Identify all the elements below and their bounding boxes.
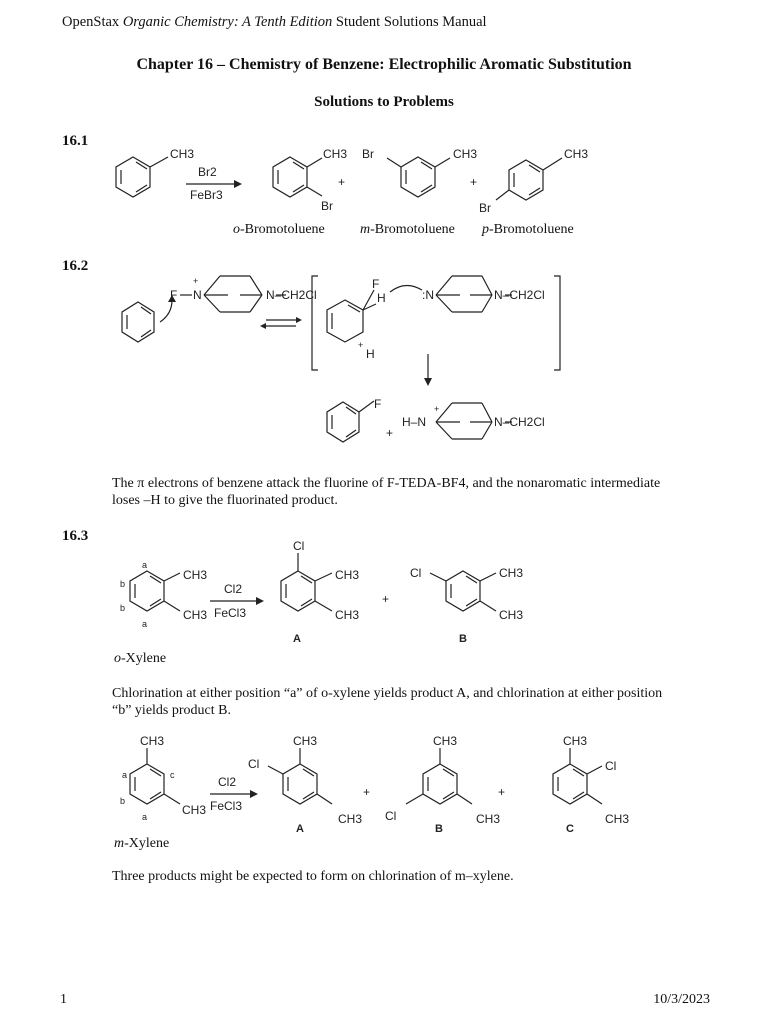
reaction-arrow-icon (256, 597, 264, 605)
plus-sign: + (470, 175, 478, 189)
label-ch3: CH3 (182, 803, 207, 817)
label-ch3: CH3 (293, 734, 318, 748)
label-ch3: CH3 (323, 147, 348, 161)
svg-text:a: a (122, 770, 128, 780)
label-ch3: CH3 (564, 147, 589, 161)
atom-f: F (374, 397, 382, 411)
plus-sign: + (386, 426, 394, 440)
reagent-fecl3: FeCl3 (214, 606, 247, 620)
product-name-para: p-Bromotoluene (482, 222, 574, 237)
problem-number-16-2: 16.2 (62, 258, 89, 274)
atom-cl: Cl (605, 759, 617, 773)
label-ch3: CH3 (433, 734, 458, 748)
plus-sign: + (498, 785, 506, 799)
header-suffix: Student Solutions Manual (332, 14, 487, 30)
reaction-arrow-icon (250, 790, 258, 798)
plus-sign: + (338, 175, 346, 189)
atom-h: H (377, 291, 386, 305)
label-hn: H–N (402, 415, 427, 429)
svg-text:b: b (120, 603, 126, 613)
atom-cl: Cl (410, 566, 422, 580)
compound-label-b: B (435, 823, 443, 835)
label-ch3: CH3 (476, 812, 501, 826)
product-name-meta: m-Bromotoluene (360, 222, 455, 237)
page-number: 1 (60, 992, 67, 1007)
chapter-title: Chapter 16 – Chemistry of Benzene: Electrophilic Aromatic Substitution (136, 56, 632, 73)
compound-label-a: A (293, 633, 301, 645)
compound-label-c: C (566, 823, 574, 835)
reagent-febr3: FeBr3 (190, 188, 223, 202)
reagent-cl2: Cl2 (224, 582, 243, 596)
label-ch3: CH3 (140, 734, 165, 748)
label-br: Br (321, 199, 333, 213)
product-name-ortho: o-Bromotoluene (233, 222, 325, 237)
svg-text:c: c (170, 770, 175, 780)
label-nch2cl: N–CH2Cl (494, 288, 545, 302)
svg-text:a: a (142, 560, 148, 570)
atom-f: F (170, 288, 178, 302)
label-ch3: CH3 (453, 147, 478, 161)
label-ch3: CH3 (170, 147, 195, 161)
svg-text:b: b (120, 579, 126, 589)
svg-text:b: b (120, 796, 126, 806)
compound-label-a: A (296, 823, 304, 835)
running-header (62, 14, 487, 31)
svg-text:a: a (142, 619, 148, 629)
reactant-name-oxylene: o-Xylene (114, 651, 167, 666)
reagent-cl2: Cl2 (218, 775, 237, 789)
label-ch3: CH3 (335, 608, 360, 622)
label-br: Br (479, 201, 491, 215)
svg-text:+: + (434, 404, 440, 414)
label-ch3: CH3 (183, 568, 208, 582)
problem-number-16-3: 16.3 (62, 528, 89, 544)
label-ch3: CH3 (605, 812, 630, 826)
compound-label-b: B (459, 633, 467, 645)
svg-text:+: + (358, 340, 364, 350)
label-br: Br (362, 147, 374, 161)
label-ch3: CH3 (499, 608, 524, 622)
problem-number-16-1: 16.1 (62, 133, 89, 149)
atom-colon-n: :N (422, 288, 434, 302)
label-nch2cl: N–CH2Cl (494, 415, 545, 429)
atom-cl: Cl (293, 539, 305, 553)
atom-n: N (193, 288, 202, 302)
explanation-16-3-mxylene: Three products might be expected to form on chlorination of m–xylene. (112, 869, 514, 884)
atom-h: H (366, 347, 375, 361)
explanation-16-3-oxylene: Chlorination at either position “a” of o-xylene yields product A, and chlorination at either position “b” yields product B. (112, 686, 663, 718)
reaction-arrow-icon (234, 180, 242, 188)
reactant-name-mxylene: m-Xylene (114, 836, 170, 851)
label-ch3: CH3 (563, 734, 588, 748)
label-ch3: CH3 (338, 812, 363, 826)
explanation-16-2: The π electrons of benzene attack the fluorine of F-TEDA-BF4, and the nonaromatic intermediate loses –H to give the fluorinated product. (112, 476, 661, 508)
section-subtitle: Solutions to Problems (314, 94, 454, 110)
svg-text:a: a (142, 812, 148, 822)
mechanism-scheme-16-2 (100, 262, 580, 462)
reagent-fecl3: FeCl3 (210, 799, 243, 813)
reagent-br2: Br2 (198, 165, 217, 179)
header-book-title: Organic Chemistry: A Tenth Edition (122, 14, 333, 30)
reaction-scheme-16-3-mxylene (100, 728, 660, 838)
label-ch3: CH3 (335, 568, 360, 582)
atom-f: F (372, 277, 380, 291)
label-ch3: CH3 (499, 566, 524, 580)
plus-sign: + (363, 785, 371, 799)
label-nch2cl: N–CH2Cl (266, 288, 317, 302)
atom-cl: Cl (385, 809, 397, 823)
svg-text:+: + (193, 276, 199, 286)
header-prefix: OpenStax (62, 14, 123, 30)
atom-cl: Cl (248, 757, 260, 771)
label-ch3: CH3 (183, 608, 208, 622)
reaction-scheme-16-3-oxylene (100, 535, 560, 650)
plus-sign: + (382, 592, 390, 606)
down-arrow-icon (424, 378, 432, 386)
footer-date: 10/3/2023 (653, 992, 710, 1007)
